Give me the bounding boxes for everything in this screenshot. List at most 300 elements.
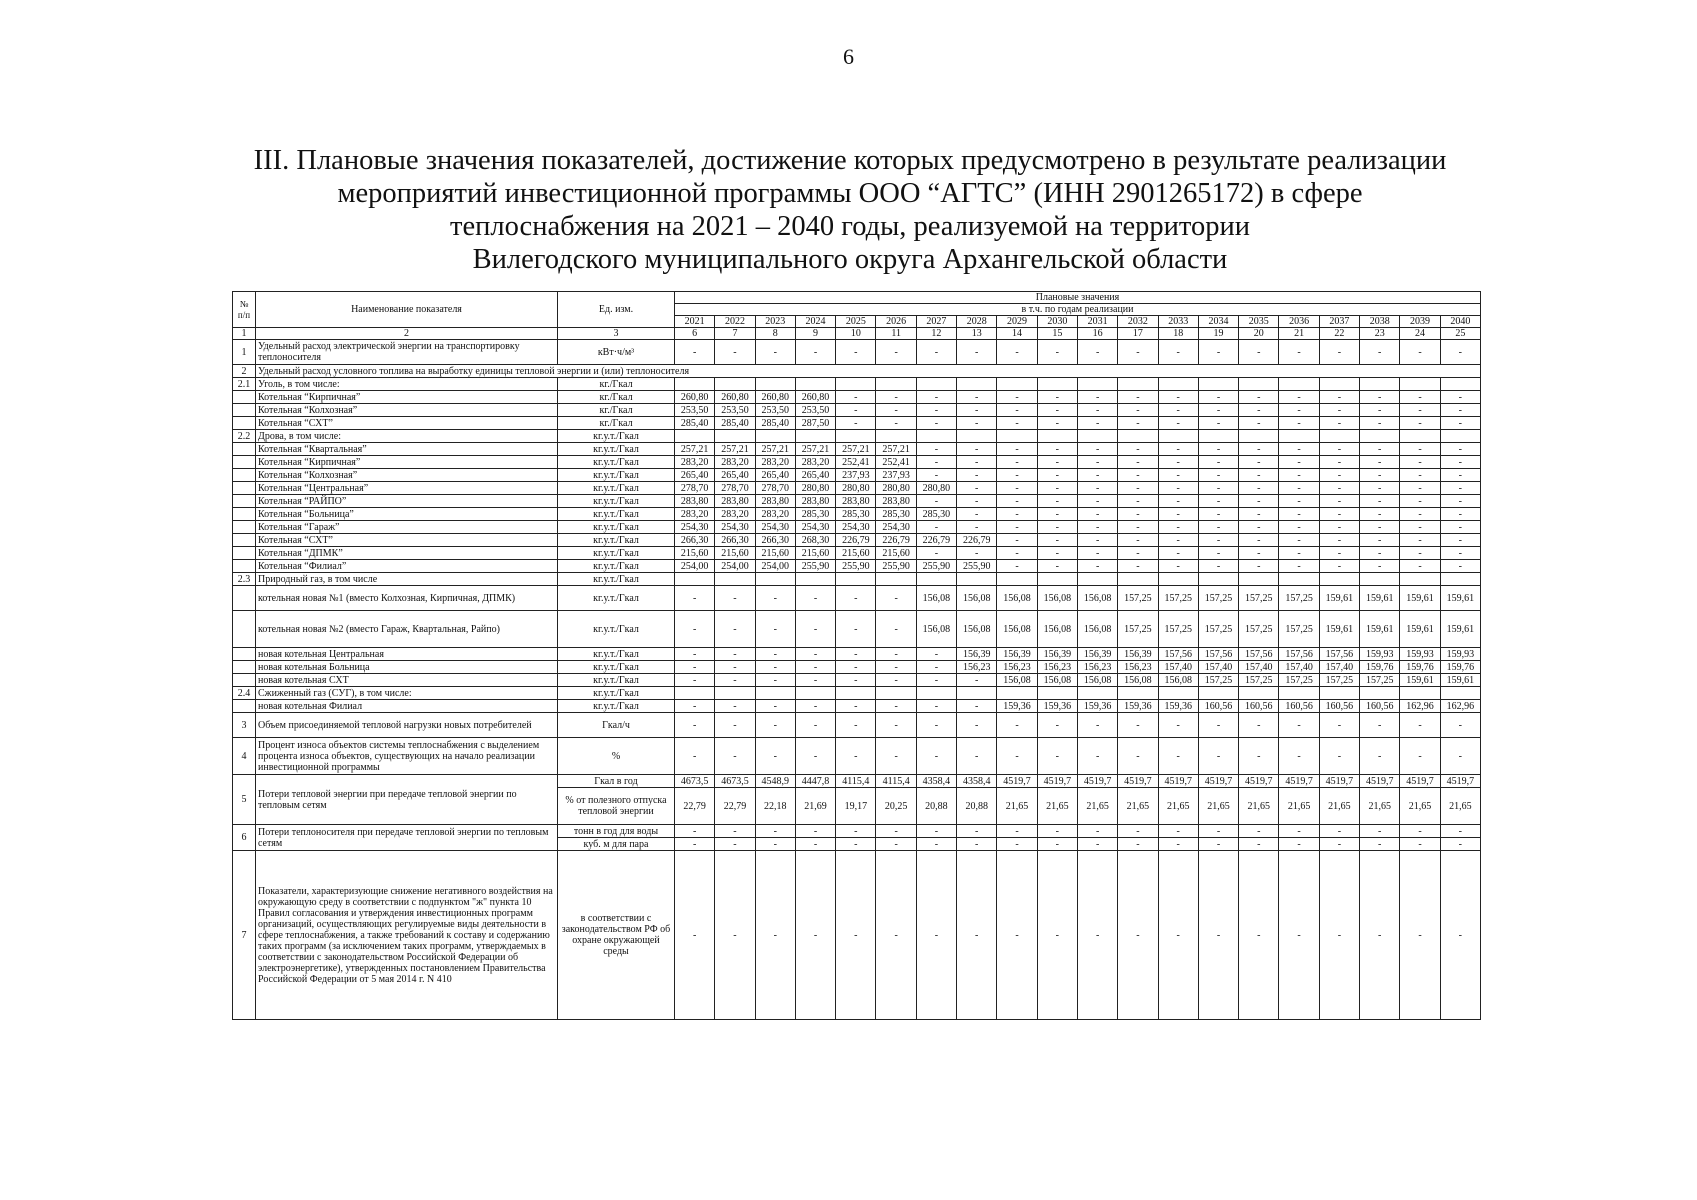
row-value: - [1077,738,1117,775]
row-value: 21,65 [1279,788,1319,825]
row-value: 254,00 [755,560,795,573]
row-value: 156,08 [1077,674,1117,687]
row-value: 4519,7 [1279,775,1319,788]
column-number: 6 [675,328,715,340]
row-value: 159,61 [1400,674,1440,687]
row-value: - [795,611,835,648]
row-value [957,573,997,586]
row-value: - [1037,417,1077,430]
row-value: - [836,838,876,851]
row-value: - [1239,738,1279,775]
row-value: - [1400,469,1440,482]
row-value [836,430,876,443]
row-value: 237,93 [876,469,916,482]
row-value: 260,80 [715,391,755,404]
row-value: 287,50 [795,417,835,430]
row-value: - [957,404,997,417]
row-value: - [1198,469,1238,482]
row-value: 285,30 [876,508,916,521]
row-value: - [997,534,1037,547]
row-value: - [997,404,1037,417]
row-value: 21,69 [795,788,835,825]
row-value: - [997,547,1037,560]
row-value: 257,21 [876,443,916,456]
row-name: Котельная “СХТ” [256,417,558,430]
row-value: - [1037,482,1077,495]
row-number [233,560,256,573]
row-value: - [1158,456,1198,469]
row-value: 4519,7 [1319,775,1359,788]
table-row [233,482,1481,495]
row-value: - [957,674,997,687]
row-value: - [795,825,835,838]
column-number: 17 [1118,328,1158,340]
row-value: - [1440,391,1480,404]
row-value: 159,36 [1037,700,1077,713]
row-value: - [997,521,1037,534]
row-name: Природный газ, в том числе [256,573,558,586]
row-value: - [755,838,795,851]
row-value: 159,93 [1360,648,1400,661]
row-value: 254,30 [755,521,795,534]
row-value [916,573,956,586]
row-value: - [957,838,997,851]
row-unit: Гкал/ч [558,713,675,738]
row-value: 160,56 [1360,700,1400,713]
row-value: - [1077,838,1117,851]
row-value [916,687,956,700]
row-name: Сжиженный газ (СУГ), в том числе: [256,687,558,700]
row-value [1158,430,1198,443]
row-value: - [1279,534,1319,547]
row-value: - [675,851,715,1020]
row-value: - [1239,469,1279,482]
row-value: - [1440,456,1480,469]
row-value: 157,25 [1198,586,1238,611]
table-row [233,378,1481,391]
column-number: 8 [755,328,795,340]
row-value: 157,40 [1239,661,1279,674]
row-value [1158,687,1198,700]
row-value: - [1077,825,1117,838]
row-value: - [1279,738,1319,775]
header-row [233,292,1481,304]
row-value: 21,65 [1239,788,1279,825]
row-name: Котельная “Колхозная” [256,404,558,417]
row-value: 157,40 [1158,661,1198,674]
row-value: - [1158,521,1198,534]
row-value: 285,30 [795,508,835,521]
row-value: - [1400,443,1440,456]
row-value: 278,70 [715,482,755,495]
row-unit: кг.у.т./Гкал [558,674,675,687]
row-value: - [1198,508,1238,521]
row-value: 266,30 [755,534,795,547]
row-value: - [1158,838,1198,851]
row-value: - [1239,340,1279,365]
row-value [957,378,997,391]
row-value: 156,08 [1077,611,1117,648]
row-value: - [1077,534,1117,547]
row-value: - [675,713,715,738]
row-value [1077,378,1117,391]
row-value [957,430,997,443]
row-value: 159,93 [1440,648,1480,661]
indicators-table [232,291,1481,1020]
row-value: - [1360,838,1400,851]
row-unit: кг.у.т./Гкал [558,430,675,443]
row-value: - [1158,443,1198,456]
row-number: 2 [233,365,256,378]
row-value: 257,21 [675,443,715,456]
row-value [997,430,1037,443]
row-value: - [1360,456,1400,469]
header-year: 2021 [675,316,715,328]
row-value: 4519,7 [1037,775,1077,788]
row-value: 255,90 [957,560,997,573]
row-value [1198,378,1238,391]
row-value: 157,25 [1118,586,1158,611]
row-value: 157,25 [1198,674,1238,687]
row-unit: Гкал в год [558,775,675,788]
row-value: 157,25 [1279,586,1319,611]
row-value: 160,56 [1319,700,1359,713]
row-value: 215,60 [795,547,835,560]
row-number [233,547,256,560]
row-value [715,687,755,700]
row-value: - [1279,482,1319,495]
row-value: 156,39 [1037,648,1077,661]
table-row [233,738,1481,775]
row-value: - [755,700,795,713]
row-value: - [1279,508,1319,521]
row-value: - [1400,825,1440,838]
row-value: 254,30 [675,521,715,534]
row-value: - [755,713,795,738]
row-value: - [1279,404,1319,417]
row-value: - [1360,825,1400,838]
row-value: 283,20 [675,508,715,521]
row-value: - [876,738,916,775]
row-value: - [1440,443,1480,456]
row-value: 156,08 [997,674,1037,687]
row-value: 255,90 [836,560,876,573]
row-name: Котельная “Кирпичная” [256,456,558,469]
row-name: Потери теплоносителя при передаче тепловой энергии по тепловым сетям [256,825,558,851]
row-value: - [997,713,1037,738]
row-value: 156,23 [997,661,1037,674]
row-value: 283,20 [715,456,755,469]
row-value: - [795,340,835,365]
row-value: 278,70 [675,482,715,495]
row-value [1158,573,1198,586]
row-value: 156,39 [997,648,1037,661]
row-value [1279,573,1319,586]
header-by-years: в т.ч. по годам реализации [675,304,1481,316]
row-value: - [957,738,997,775]
row-value: - [1198,560,1238,573]
row-name: Удельный расход электрической энергии на транспортировку теплоносителя [256,340,558,365]
row-value: - [1360,495,1400,508]
row-value: 160,56 [1239,700,1279,713]
row-value: - [675,674,715,687]
row-value: 285,30 [836,508,876,521]
row-value: 226,79 [876,534,916,547]
row-value: 20,25 [876,788,916,825]
row-value: 156,08 [1158,674,1198,687]
row-value: - [1279,825,1319,838]
row-value: 283,80 [715,495,755,508]
row-value: 20,88 [916,788,956,825]
table-row [233,687,1481,700]
row-value: 254,30 [876,521,916,534]
row-number [233,443,256,456]
row-value: - [876,661,916,674]
header-year: 2037 [1319,316,1359,328]
row-value: - [1118,469,1158,482]
row-value [1239,573,1279,586]
row-value: - [1319,456,1359,469]
row-value: - [916,495,956,508]
row-value: - [1360,443,1400,456]
row-value: - [957,495,997,508]
row-value: - [1077,713,1117,738]
row-value: - [916,700,956,713]
row-value: 156,23 [1118,661,1158,674]
row-name: Котельная “Центральная” [256,482,558,495]
row-value: 253,50 [755,404,795,417]
row-value: - [1279,713,1319,738]
column-number: 24 [1400,328,1440,340]
row-value: 257,21 [795,443,835,456]
row-value: - [755,851,795,1020]
row-value: - [755,586,795,611]
header-year: 2030 [1037,316,1077,328]
row-value: - [715,340,755,365]
row-value: 255,90 [795,560,835,573]
row-value: - [795,700,835,713]
row-value: 159,76 [1360,661,1400,674]
row-value: 157,25 [1198,611,1238,648]
row-value: - [1118,547,1158,560]
row-number [233,404,256,417]
row-number: 7 [233,851,256,1020]
row-value: - [1198,547,1238,560]
row-value: - [836,404,876,417]
row-value: 257,21 [836,443,876,456]
row-value: - [1158,482,1198,495]
row-value: - [795,661,835,674]
row-number [233,674,256,687]
row-value: - [1037,391,1077,404]
row-value: - [1400,495,1440,508]
row-value: - [1198,713,1238,738]
row-value: 21,65 [1158,788,1198,825]
row-value: - [916,456,956,469]
row-value: 159,61 [1440,586,1480,611]
row-value: - [1037,851,1077,1020]
row-value: - [957,508,997,521]
row-value: 226,79 [916,534,956,547]
row-value: - [836,825,876,838]
row-value: - [1158,825,1198,838]
row-value: - [1239,456,1279,469]
row-value [795,687,835,700]
row-value: - [1158,547,1198,560]
row-value: - [795,586,835,611]
header-name: Наименование показателя [256,292,558,328]
row-value: - [1319,443,1359,456]
row-unit: кг./Гкал [558,404,675,417]
row-value [1279,378,1319,391]
table-row [233,851,1481,1020]
row-value: - [997,456,1037,469]
row-value: 157,25 [1279,611,1319,648]
row-value: 162,96 [1440,700,1480,713]
row-number [233,417,256,430]
row-value: - [1319,469,1359,482]
row-value: - [1440,534,1480,547]
row-value: - [876,611,916,648]
row-value: - [1037,825,1077,838]
row-name: Котельная “Гараж” [256,521,558,534]
row-value: - [876,825,916,838]
row-value: - [916,443,956,456]
row-value: 283,20 [755,508,795,521]
row-value: 266,30 [715,534,755,547]
row-unit: кг.у.т./Гкал [558,521,675,534]
row-value [1198,573,1238,586]
row-value [715,573,755,586]
row-value [916,378,956,391]
row-value: - [1118,560,1158,573]
row-value: - [997,469,1037,482]
row-value: - [755,611,795,648]
row-value: 255,90 [916,560,956,573]
row-value: - [1037,738,1077,775]
row-value: - [1198,482,1238,495]
row-unit: тонн в год для воды [558,825,675,838]
row-name: Котельная “Больница” [256,508,558,521]
row-value: - [1198,851,1238,1020]
row-value: - [795,851,835,1020]
table-row [233,611,1481,648]
row-value: - [997,825,1037,838]
row-value: - [1118,495,1158,508]
row-value: - [957,340,997,365]
header-year: 2026 [876,316,916,328]
header-year: 2040 [1440,316,1480,328]
row-value: - [1440,560,1480,573]
row-value: - [916,713,956,738]
header-planned: Плановые значения [675,292,1481,304]
row-number [233,495,256,508]
row-value: - [1319,851,1359,1020]
row-name: Показатели, характеризующие снижение негативного воздействия на окружающую среду в соответствии с подпунктом "ж" пункта 10 Правил согласования и утверждения инвестиционных программ организаций, осуществляющих регулируемые виды деятельности в сфере теплоснабжения, а также требований к составу и содержанию таких программ (за исключением таких программ, утверждаемых в соответствии с законодательством Российской Федерации об электроэнергетике), утвержденных постановлением Правительства Российской Федерации от 5 мая 2014 г. N 410 [256,851,558,1020]
row-value: - [1158,738,1198,775]
row-number [233,521,256,534]
row-value [836,687,876,700]
row-value: - [1440,738,1480,775]
row-value: - [1319,825,1359,838]
row-value: 159,61 [1400,611,1440,648]
row-value: - [1239,521,1279,534]
table-row [233,713,1481,738]
row-unit: кг.у.т./Гкал [558,456,675,469]
table-row [233,443,1481,456]
table-row [233,560,1481,573]
row-value: - [1360,560,1400,573]
row-value: - [1198,443,1238,456]
table-row [233,391,1481,404]
row-value [1440,430,1480,443]
row-name: Потери тепловой энергии при передаче тепловой энергии по тепловым сетям [256,775,558,825]
table-row [233,340,1481,365]
row-value: - [997,508,1037,521]
row-value: - [715,586,755,611]
row-value: - [795,838,835,851]
table-row [233,674,1481,687]
row-value: - [1077,495,1117,508]
row-value: 255,90 [876,560,916,573]
row-value: - [1360,340,1400,365]
row-value: - [1400,521,1440,534]
column-number: 12 [916,328,956,340]
row-value: 260,80 [675,391,715,404]
row-value: - [876,851,916,1020]
row-number [233,469,256,482]
row-value: - [1118,508,1158,521]
row-value: 4519,7 [1360,775,1400,788]
row-value: 280,80 [916,482,956,495]
row-value: - [1198,738,1238,775]
row-value [1319,687,1359,700]
row-value: - [997,391,1037,404]
row-value: 157,56 [1158,648,1198,661]
row-value [675,378,715,391]
row-value: 21,65 [1077,788,1117,825]
row-value: - [1239,825,1279,838]
title-line: III. Плановые значения показателей, достижение которых предусмотрено в результате реализации [253,145,1447,176]
row-value [1360,430,1400,443]
row-value: - [876,674,916,687]
row-number: 2.3 [233,573,256,586]
row-value: 283,80 [876,495,916,508]
header-unit: Ед. изм. [558,292,675,328]
row-value: - [957,469,997,482]
row-value: - [715,648,755,661]
header-year: 2024 [795,316,835,328]
row-value [1239,378,1279,391]
row-number: 3 [233,713,256,738]
row-value: - [1319,547,1359,560]
row-value: - [1400,560,1440,573]
row-value: - [997,838,1037,851]
row-value: 254,30 [715,521,755,534]
row-value: - [1440,508,1480,521]
row-value [795,378,835,391]
row-value: - [916,738,956,775]
row-value: - [876,417,916,430]
row-value: 283,20 [715,508,755,521]
row-value: - [1118,482,1158,495]
row-value: 283,20 [755,456,795,469]
row-value: - [1158,534,1198,547]
row-value [1319,573,1359,586]
row-value: - [675,825,715,838]
row-value: - [957,851,997,1020]
row-value [916,430,956,443]
